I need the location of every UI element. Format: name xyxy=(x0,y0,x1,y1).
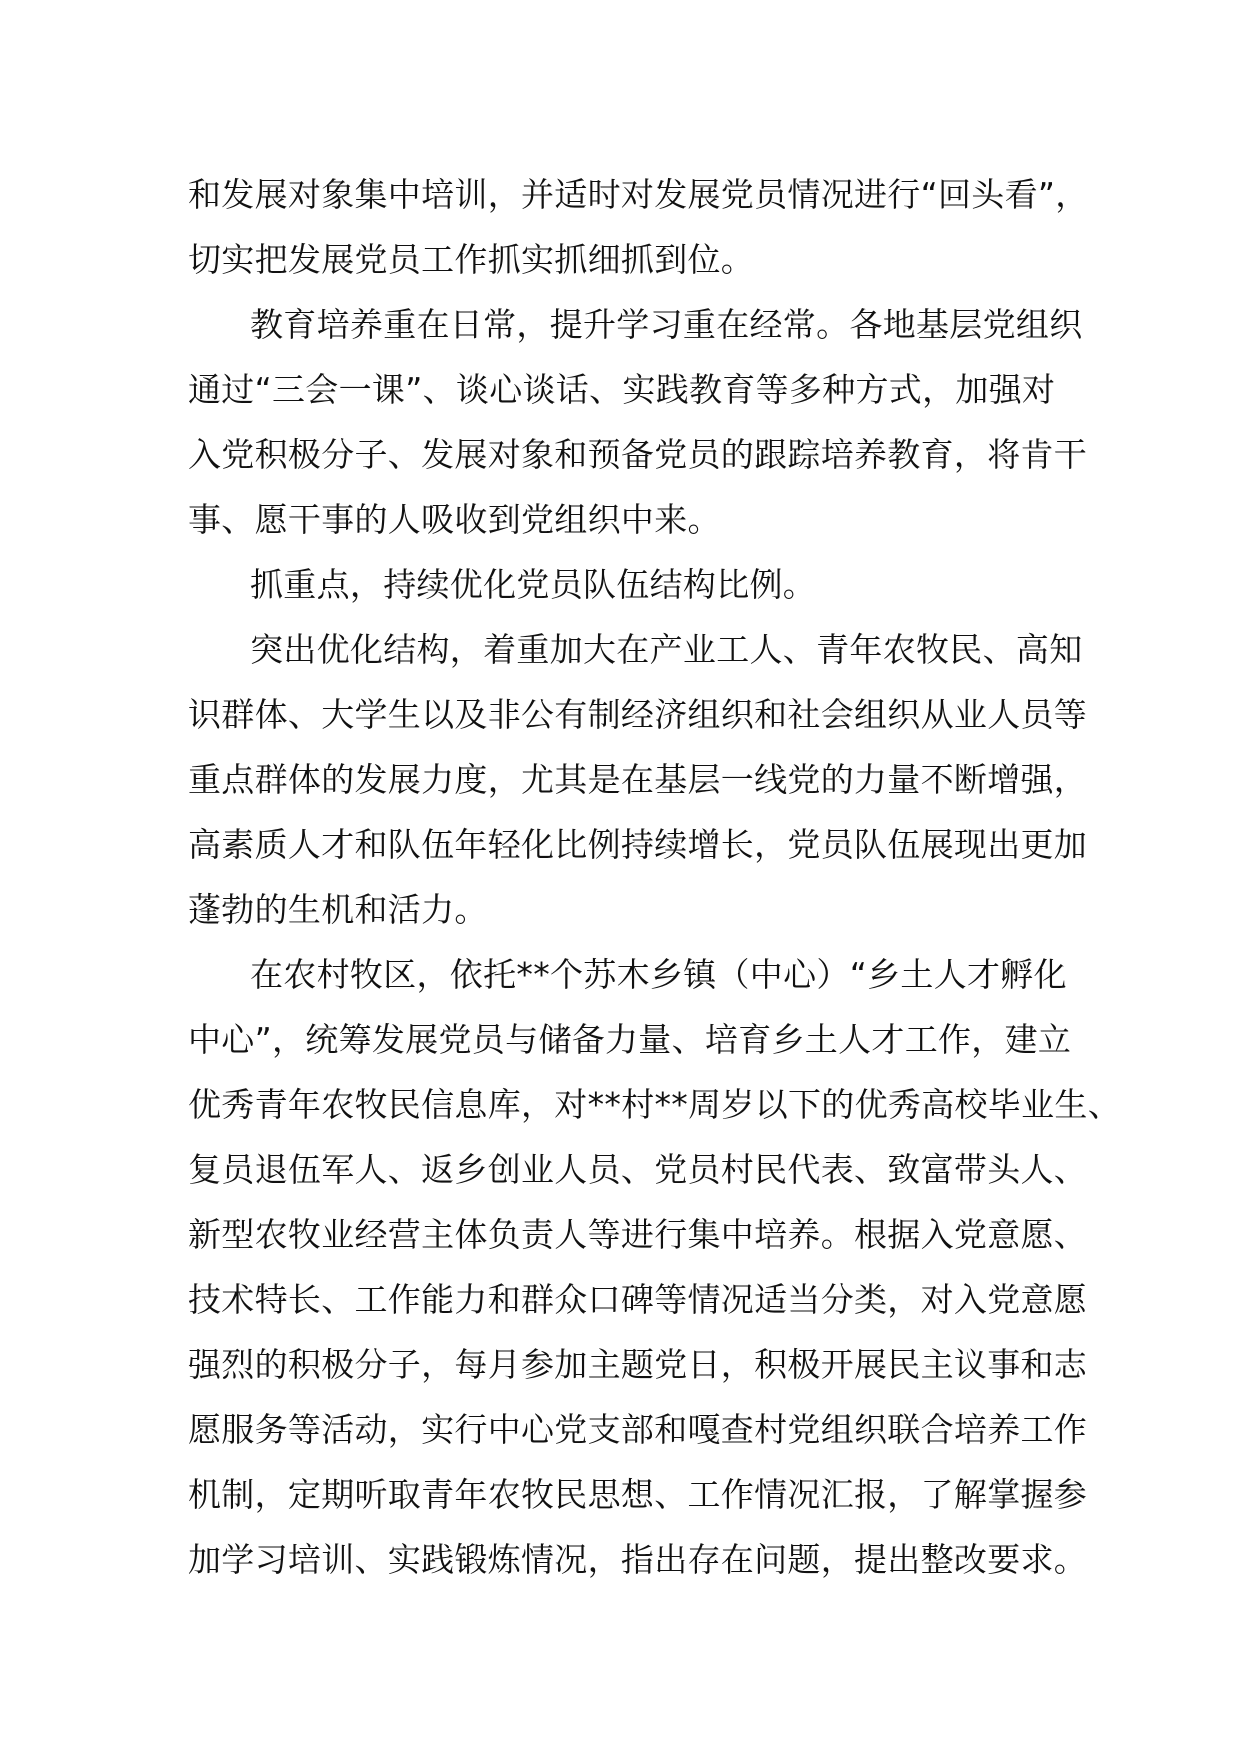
section-heading-line: 抓重点，持续优化党员队伍结构比例。 xyxy=(250,565,817,604)
text-line: 复员退伍军人、返乡创业人员、党员村民代表、致富带头人、 xyxy=(188,1150,1088,1189)
text-line: 强烈的积极分子，每月参加主题党日，积极开展民主议事和志 xyxy=(188,1345,1088,1384)
text-line: 事、愿干事的人吸收到党组织中来。 xyxy=(188,500,721,539)
text-line: 加学习培训、实践锻炼情况，指出存在问题，提出整改要求。 xyxy=(188,1540,1088,1579)
paragraph-start-line: 突出优化结构，着重加大在产业工人、青年农牧民、高知 xyxy=(250,630,1083,669)
paragraph-start-line: 在农村牧区，依托**个苏木乡镇（中心）“乡土人才孵化 xyxy=(250,955,1067,994)
text-line: 新型农牧业经营主体负责人等进行集中培养。根据入党意愿、 xyxy=(188,1215,1088,1254)
text-line: 和发展对象集中培训，并适时对发展党员情况进行“回头看”， xyxy=(188,175,1089,214)
text-line: 愿服务等活动，实行中心党支部和嘎查村党组织联合培养工作 xyxy=(188,1410,1088,1449)
paragraph-start-line: 教育培养重在日常，提升学习重在经常。各地基层党组织 xyxy=(250,305,1083,344)
text-line: 切实把发展党员工作抓实抓细抓到位。 xyxy=(188,240,755,279)
text-line: 重点群体的发展力度，尤其是在基层一线党的力量不断增强， xyxy=(188,760,1088,799)
text-line: 识群体、大学生以及非公有制经济组织和社会组织从业人员等 xyxy=(188,695,1088,734)
text-line: 蓬勃的生机和活力。 xyxy=(188,890,488,929)
text-line: 优秀青年农牧民信息库，对**村**周岁以下的优秀高校毕业生、 xyxy=(188,1085,1121,1124)
text-line: 机制，定期听取青年农牧民思想、工作情况汇报，了解掌握参 xyxy=(188,1475,1088,1514)
text-line: 通过“三会一课”、谈心谈话、实践教育等多种方式，加强对 xyxy=(188,370,1056,409)
text-line: 技术特长、工作能力和群众口碑等情况适当分类，对入党意愿 xyxy=(188,1280,1088,1319)
document-body xyxy=(188,162,1121,1592)
text-line: 入党积极分子、发展对象和预备党员的跟踪培养教育，将肯干 xyxy=(188,435,1088,474)
text-line: 中心”，统筹发展党员与储备力量、培育乡土人才工作，建立 xyxy=(188,1020,1072,1059)
text-line: 高素质人才和队伍年轻化比例持续增长，党员队伍展现出更加 xyxy=(188,825,1088,864)
